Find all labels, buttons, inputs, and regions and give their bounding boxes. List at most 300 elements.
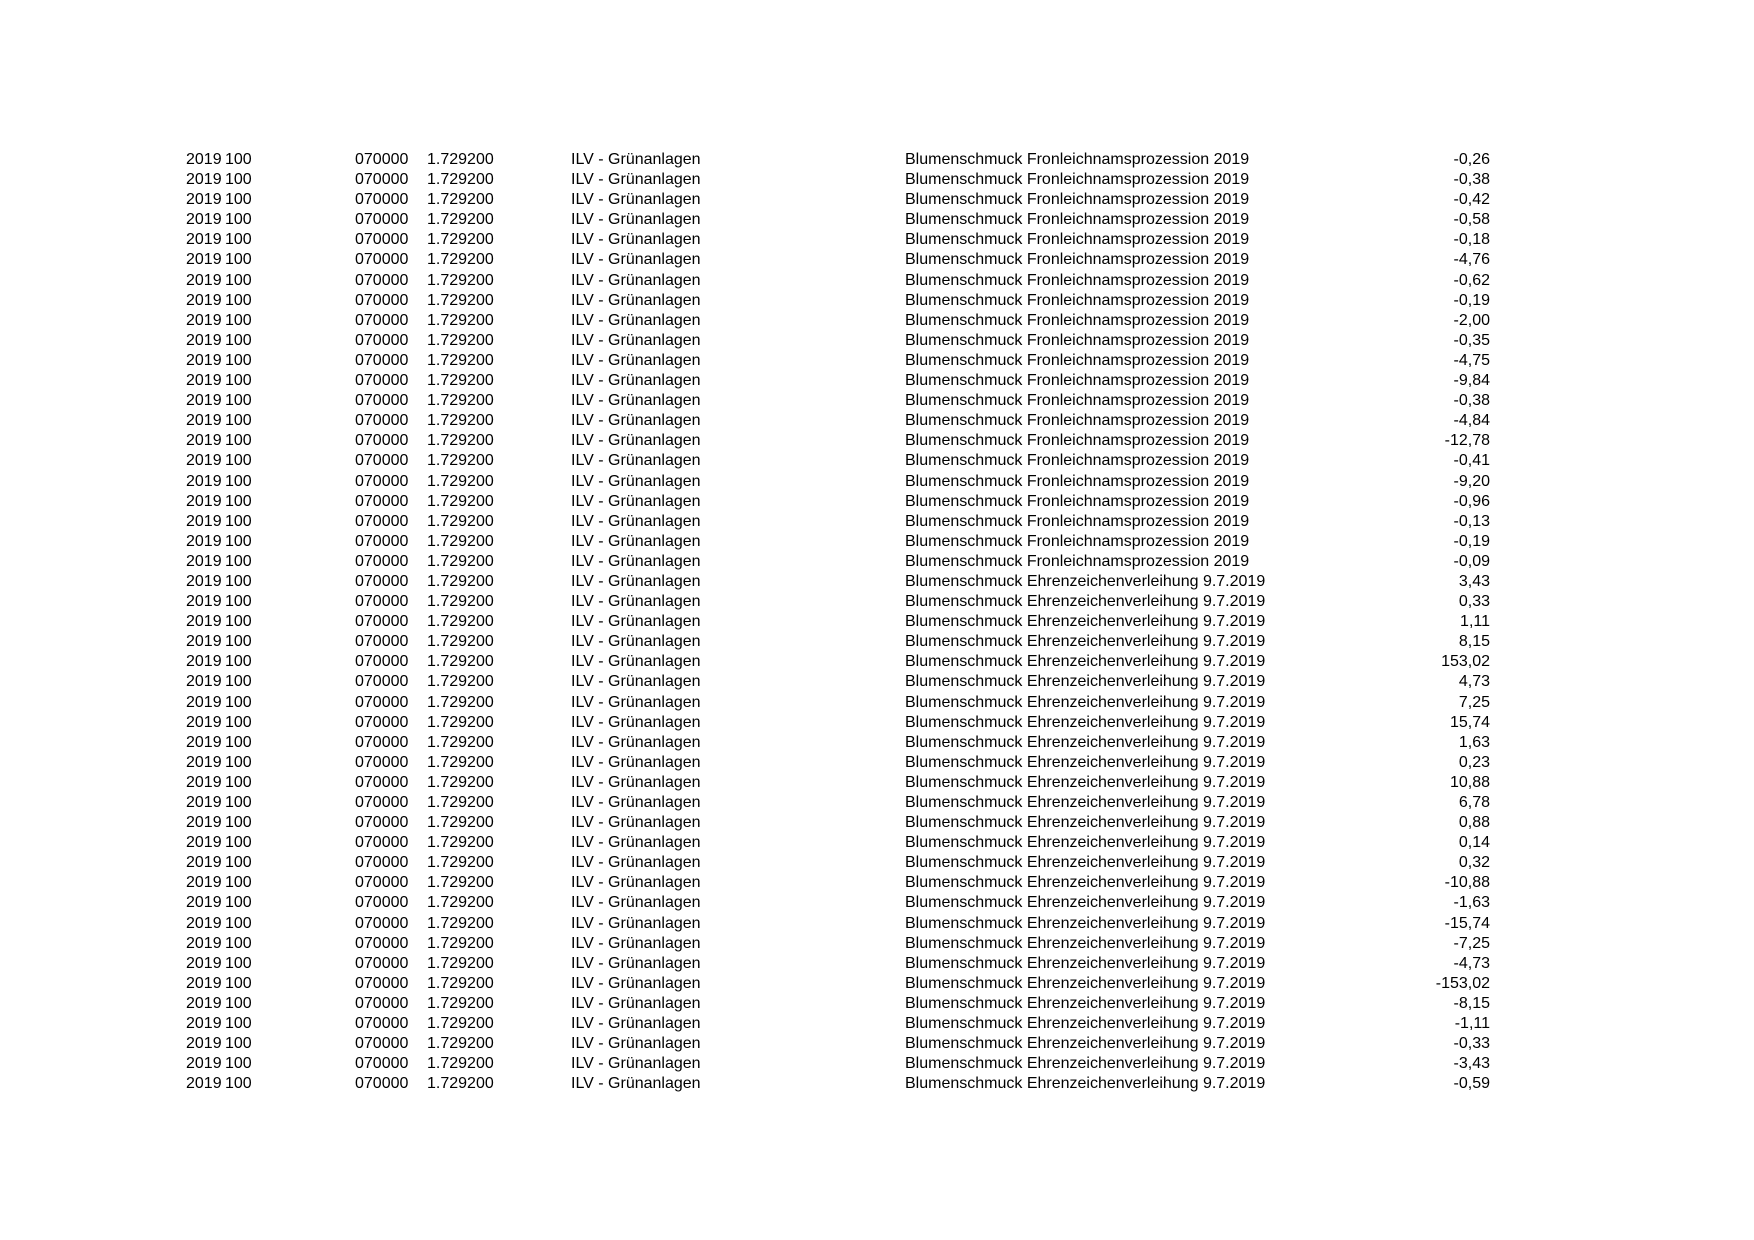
description-cell: Blumenschmuck Ehrenzeichenverleihung 9.7.2019 xyxy=(905,1015,1266,1033)
account-name-cell: ILV - Grünanlagen xyxy=(571,311,701,329)
account-name-cell: ILV - Grünanlagen xyxy=(571,1035,701,1053)
amount-cell: -0,18 xyxy=(1453,231,1490,249)
description-cell: Blumenschmuck Fronleichnamsprozession 2019 xyxy=(905,532,1250,550)
cost-center-cell: 070000 xyxy=(355,673,409,691)
cost-center-cell: 070000 xyxy=(355,151,409,168)
amount-cell: 0,88 xyxy=(1458,814,1490,832)
table-row xyxy=(0,451,1754,471)
amount-cell: -9,20 xyxy=(1453,472,1490,490)
account-cell: 1.729200 xyxy=(427,1035,494,1053)
amount-cell: -153,02 xyxy=(1435,974,1490,992)
table-row xyxy=(0,632,1754,652)
code-cell: 100 xyxy=(225,231,252,249)
table-row xyxy=(0,230,1754,250)
year-cell: 2019 xyxy=(186,191,222,209)
account-name-cell: ILV - Grünanlagen xyxy=(571,432,701,450)
table-row xyxy=(0,934,1754,954)
year-cell: 2019 xyxy=(186,773,222,791)
amount-cell: -0,19 xyxy=(1453,532,1490,550)
amount-cell: -0,13 xyxy=(1453,512,1490,530)
table-row xyxy=(0,271,1754,291)
amount-cell: 0,23 xyxy=(1458,753,1490,771)
code-cell: 100 xyxy=(225,653,252,671)
year-cell: 2019 xyxy=(186,231,222,249)
account-cell: 1.729200 xyxy=(427,211,494,229)
table-row xyxy=(0,1034,1754,1054)
description-cell: Blumenschmuck Fronleichnamsprozession 2019 xyxy=(905,311,1250,329)
account-name-cell: ILV - Grünanlagen xyxy=(571,331,701,349)
year-cell: 2019 xyxy=(186,271,222,289)
year-cell: 2019 xyxy=(186,572,222,590)
description-cell: Blumenschmuck Fronleichnamsprozession 2019 xyxy=(905,351,1250,369)
description-cell: Blumenschmuck Ehrenzeichenverleihung 9.7.2019 xyxy=(905,894,1266,912)
code-cell: 100 xyxy=(225,613,252,631)
amount-cell: 3,43 xyxy=(1458,572,1490,590)
description-cell: Blumenschmuck Ehrenzeichenverleihung 9.7.2019 xyxy=(905,733,1266,751)
description-cell: Blumenschmuck Fronleichnamsprozession 2019 xyxy=(905,492,1250,510)
account-name-cell: ILV - Grünanlagen xyxy=(571,351,701,369)
account-cell: 1.729200 xyxy=(427,673,494,691)
code-cell: 100 xyxy=(225,392,252,410)
code-cell: 100 xyxy=(225,512,252,530)
account-name-cell: ILV - Grünanlagen xyxy=(571,291,701,309)
cost-center-cell: 070000 xyxy=(355,994,409,1012)
account-cell: 1.729200 xyxy=(427,1015,494,1033)
description-cell: Blumenschmuck Fronleichnamsprozession 2019 xyxy=(905,271,1250,289)
cost-center-cell: 070000 xyxy=(355,633,409,651)
year-cell: 2019 xyxy=(186,532,222,550)
account-name-cell: ILV - Grünanlagen xyxy=(571,271,701,289)
code-cell: 100 xyxy=(225,673,252,691)
year-cell: 2019 xyxy=(186,713,222,731)
table-row xyxy=(0,512,1754,532)
code-cell: 100 xyxy=(225,1015,252,1033)
account-cell: 1.729200 xyxy=(427,331,494,349)
year-cell: 2019 xyxy=(186,351,222,369)
code-cell: 100 xyxy=(225,593,252,611)
ledger-table xyxy=(0,150,1754,1094)
account-name-cell: ILV - Grünanlagen xyxy=(571,914,701,932)
cost-center-cell: 070000 xyxy=(355,693,409,711)
cost-center-cell: 070000 xyxy=(355,653,409,671)
cost-center-cell: 070000 xyxy=(355,1015,409,1033)
amount-cell: -1,63 xyxy=(1453,894,1490,912)
code-cell: 100 xyxy=(225,1035,252,1053)
description-cell: Blumenschmuck Ehrenzeichenverleihung 9.7.2019 xyxy=(905,954,1266,972)
account-cell: 1.729200 xyxy=(427,191,494,209)
account-cell: 1.729200 xyxy=(427,151,494,168)
account-name-cell: ILV - Grünanlagen xyxy=(571,814,701,832)
amount-cell: -8,15 xyxy=(1453,994,1490,1012)
cost-center-cell: 070000 xyxy=(355,432,409,450)
amount-cell: -0,09 xyxy=(1453,552,1490,570)
code-cell: 100 xyxy=(225,211,252,229)
account-name-cell: ILV - Grünanlagen xyxy=(571,753,701,771)
amount-cell: 1,11 xyxy=(1460,613,1490,631)
description-cell: Blumenschmuck Ehrenzeichenverleihung 9.7.2019 xyxy=(905,794,1266,811)
year-cell: 2019 xyxy=(186,733,222,751)
account-cell: 1.729200 xyxy=(427,713,494,731)
description-cell: Blumenschmuck Fronleichnamsprozession 2019 xyxy=(905,231,1250,249)
table-row xyxy=(0,873,1754,893)
year-cell: 2019 xyxy=(186,452,222,470)
description-cell: Blumenschmuck Ehrenzeichenverleihung 9.7.2019 xyxy=(905,934,1266,952)
account-name-cell: ILV - Grünanlagen xyxy=(571,854,701,872)
amount-cell: -4,76 xyxy=(1453,251,1490,269)
account-name-cell: ILV - Grünanlagen xyxy=(571,673,701,691)
account-name-cell: ILV - Grünanlagen xyxy=(571,1055,701,1073)
account-name-cell: ILV - Grünanlagen xyxy=(571,472,701,490)
description-cell: Blumenschmuck Fronleichnamsprozession 2019 xyxy=(905,372,1250,390)
account-name-cell: ILV - Grünanlagen xyxy=(571,512,701,530)
account-cell: 1.729200 xyxy=(427,532,494,550)
amount-cell: -0,96 xyxy=(1453,492,1490,510)
description-cell: Blumenschmuck Fronleichnamsprozession 2019 xyxy=(905,472,1250,490)
cost-center-cell: 070000 xyxy=(355,874,409,892)
code-cell: 100 xyxy=(225,552,252,570)
year-cell: 2019 xyxy=(186,894,222,912)
amount-cell: -0,58 xyxy=(1453,211,1490,229)
year-cell: 2019 xyxy=(186,874,222,892)
year-cell: 2019 xyxy=(186,1055,222,1073)
account-cell: 1.729200 xyxy=(427,552,494,570)
account-name-cell: ILV - Grünanlagen xyxy=(571,452,701,470)
cost-center-cell: 070000 xyxy=(355,331,409,349)
amount-cell: -4,73 xyxy=(1453,954,1490,972)
year-cell: 2019 xyxy=(186,1015,222,1033)
table-row xyxy=(0,331,1754,351)
cost-center-cell: 070000 xyxy=(355,231,409,249)
account-cell: 1.729200 xyxy=(427,834,494,852)
code-cell: 100 xyxy=(225,834,252,852)
description-cell: Blumenschmuck Fronleichnamsprozession 2019 xyxy=(905,331,1250,349)
amount-cell: -7,25 xyxy=(1453,934,1490,952)
amount-cell: -3,43 xyxy=(1453,1055,1490,1073)
year-cell: 2019 xyxy=(186,171,222,189)
year-cell: 2019 xyxy=(186,854,222,872)
table-row xyxy=(0,190,1754,210)
account-cell: 1.729200 xyxy=(427,351,494,369)
cost-center-cell: 070000 xyxy=(355,311,409,329)
account-cell: 1.729200 xyxy=(427,814,494,832)
account-name-cell: ILV - Grünanlagen xyxy=(571,713,701,731)
table-row xyxy=(0,210,1754,230)
cost-center-cell: 070000 xyxy=(355,552,409,570)
cost-center-cell: 070000 xyxy=(355,854,409,872)
account-cell: 1.729200 xyxy=(427,633,494,651)
cost-center-cell: 070000 xyxy=(355,1075,409,1093)
year-cell: 2019 xyxy=(186,392,222,410)
cost-center-cell: 070000 xyxy=(355,773,409,791)
amount-cell: 153,02 xyxy=(1441,653,1490,671)
table-row xyxy=(0,552,1754,572)
description-cell: Blumenschmuck Fronleichnamsprozession 2019 xyxy=(905,392,1250,410)
cost-center-cell: 070000 xyxy=(355,794,409,811)
description-cell: Blumenschmuck Fronleichnamsprozession 2019 xyxy=(905,452,1250,470)
year-cell: 2019 xyxy=(186,954,222,972)
amount-cell: 0,14 xyxy=(1458,834,1490,852)
table-row xyxy=(0,954,1754,974)
code-cell: 100 xyxy=(225,874,252,892)
cost-center-cell: 070000 xyxy=(355,351,409,369)
amount-cell: 7,25 xyxy=(1458,693,1490,711)
account-name-cell: ILV - Grünanlagen xyxy=(571,191,701,209)
cost-center-cell: 070000 xyxy=(355,1035,409,1053)
cost-center-cell: 070000 xyxy=(355,814,409,832)
description-cell: Blumenschmuck Fronleichnamsprozession 2019 xyxy=(905,412,1250,430)
description-cell: Blumenschmuck Ehrenzeichenverleihung 9.7.2019 xyxy=(905,994,1266,1012)
account-cell: 1.729200 xyxy=(427,954,494,972)
account-cell: 1.729200 xyxy=(427,894,494,912)
account-cell: 1.729200 xyxy=(427,874,494,892)
year-cell: 2019 xyxy=(186,794,222,811)
account-name-cell: ILV - Grünanlagen xyxy=(571,372,701,390)
description-cell: Blumenschmuck Ehrenzeichenverleihung 9.7.2019 xyxy=(905,1055,1266,1073)
account-name-cell: ILV - Grünanlagen xyxy=(571,974,701,992)
amount-cell: -0,59 xyxy=(1453,1075,1490,1093)
cost-center-cell: 070000 xyxy=(355,251,409,269)
code-cell: 100 xyxy=(225,151,252,168)
description-cell: Blumenschmuck Fronleichnamsprozession 2019 xyxy=(905,552,1250,570)
cost-center-cell: 070000 xyxy=(355,834,409,852)
account-cell: 1.729200 xyxy=(427,572,494,590)
year-cell: 2019 xyxy=(186,412,222,430)
table-row xyxy=(0,1074,1754,1094)
code-cell: 100 xyxy=(225,894,252,912)
account-cell: 1.729200 xyxy=(427,653,494,671)
year-cell: 2019 xyxy=(186,633,222,651)
account-cell: 1.729200 xyxy=(427,512,494,530)
description-cell: Blumenschmuck Ehrenzeichenverleihung 9.7.2019 xyxy=(905,713,1266,731)
cost-center-cell: 070000 xyxy=(355,211,409,229)
year-cell: 2019 xyxy=(186,432,222,450)
table-row xyxy=(0,893,1754,913)
year-cell: 2019 xyxy=(186,1035,222,1053)
code-cell: 100 xyxy=(225,1055,252,1073)
code-cell: 100 xyxy=(225,954,252,972)
table-row xyxy=(0,994,1754,1014)
cost-center-cell: 070000 xyxy=(355,914,409,932)
year-cell: 2019 xyxy=(186,291,222,309)
account-name-cell: ILV - Grünanlagen xyxy=(571,251,701,269)
cost-center-cell: 070000 xyxy=(355,271,409,289)
table-row xyxy=(0,672,1754,692)
code-cell: 100 xyxy=(225,492,252,510)
table-row xyxy=(0,612,1754,632)
code-cell: 100 xyxy=(225,914,252,932)
account-cell: 1.729200 xyxy=(427,934,494,952)
amount-cell: -0,38 xyxy=(1453,171,1490,189)
amount-cell: 0,33 xyxy=(1458,593,1490,611)
description-cell: Blumenschmuck Ehrenzeichenverleihung 9.7.2019 xyxy=(905,834,1266,852)
account-cell: 1.729200 xyxy=(427,271,494,289)
account-cell: 1.729200 xyxy=(427,412,494,430)
account-name-cell: ILV - Grünanlagen xyxy=(571,934,701,952)
table-row xyxy=(0,652,1754,672)
code-cell: 100 xyxy=(225,994,252,1012)
amount-cell: -2,00 xyxy=(1453,311,1490,329)
amount-cell: 1,63 xyxy=(1458,733,1490,751)
table-row xyxy=(0,713,1754,733)
account-name-cell: ILV - Grünanlagen xyxy=(571,412,701,430)
account-cell: 1.729200 xyxy=(427,1075,494,1093)
year-cell: 2019 xyxy=(186,934,222,952)
code-cell: 100 xyxy=(225,773,252,791)
description-cell: Blumenschmuck Fronleichnamsprozession 2019 xyxy=(905,151,1250,168)
amount-cell: 6,78 xyxy=(1458,794,1490,811)
table-row xyxy=(0,532,1754,552)
description-cell: Blumenschmuck Fronleichnamsprozession 2019 xyxy=(905,211,1250,229)
amount-cell: -12,78 xyxy=(1444,432,1490,450)
table-row xyxy=(0,431,1754,451)
year-cell: 2019 xyxy=(186,372,222,390)
code-cell: 100 xyxy=(225,572,252,590)
year-cell: 2019 xyxy=(186,974,222,992)
description-cell: Blumenschmuck Ehrenzeichenverleihung 9.7.2019 xyxy=(905,773,1266,791)
cost-center-cell: 070000 xyxy=(355,472,409,490)
account-name-cell: ILV - Grünanlagen xyxy=(571,552,701,570)
cost-center-cell: 070000 xyxy=(355,753,409,771)
code-cell: 100 xyxy=(225,753,252,771)
account-name-cell: ILV - Grünanlagen xyxy=(571,874,701,892)
description-cell: Blumenschmuck Fronleichnamsprozession 2019 xyxy=(905,432,1250,450)
account-name-cell: ILV - Grünanlagen xyxy=(571,894,701,912)
account-name-cell: ILV - Grünanlagen xyxy=(571,572,701,590)
description-cell: Blumenschmuck Fronleichnamsprozession 2019 xyxy=(905,191,1250,209)
table-row xyxy=(0,371,1754,391)
description-cell: Blumenschmuck Ehrenzeichenverleihung 9.7.2019 xyxy=(905,974,1266,992)
account-name-cell: ILV - Grünanlagen xyxy=(571,773,701,791)
account-cell: 1.729200 xyxy=(427,994,494,1012)
amount-cell: 10,88 xyxy=(1449,773,1490,791)
account-cell: 1.729200 xyxy=(427,372,494,390)
account-cell: 1.729200 xyxy=(427,974,494,992)
description-cell: Blumenschmuck Ehrenzeichenverleihung 9.7.2019 xyxy=(905,874,1266,892)
code-cell: 100 xyxy=(225,171,252,189)
account-cell: 1.729200 xyxy=(427,753,494,771)
account-name-cell: ILV - Grünanlagen xyxy=(571,1075,701,1093)
amount-cell: -4,75 xyxy=(1453,351,1490,369)
table-row xyxy=(0,773,1754,793)
cost-center-cell: 070000 xyxy=(355,191,409,209)
code-cell: 100 xyxy=(225,412,252,430)
description-cell: Blumenschmuck Ehrenzeichenverleihung 9.7.2019 xyxy=(905,753,1266,771)
account-name-cell: ILV - Grünanlagen xyxy=(571,492,701,510)
account-cell: 1.729200 xyxy=(427,231,494,249)
amount-cell: -15,74 xyxy=(1444,914,1490,932)
table-row xyxy=(0,733,1754,753)
cost-center-cell: 070000 xyxy=(355,452,409,470)
account-name-cell: ILV - Grünanlagen xyxy=(571,613,701,631)
table-row xyxy=(0,693,1754,713)
account-name-cell: ILV - Grünanlagen xyxy=(571,633,701,651)
amount-cell: -0,19 xyxy=(1453,291,1490,309)
year-cell: 2019 xyxy=(186,834,222,852)
amount-cell: 8,15 xyxy=(1458,633,1490,651)
table-row xyxy=(0,1054,1754,1074)
account-name-cell: ILV - Grünanlagen xyxy=(571,151,701,168)
table-row xyxy=(0,291,1754,311)
table-row xyxy=(0,1014,1754,1034)
cost-center-cell: 070000 xyxy=(355,894,409,912)
year-cell: 2019 xyxy=(186,613,222,631)
description-cell: Blumenschmuck Ehrenzeichenverleihung 9.7.2019 xyxy=(905,693,1266,711)
year-cell: 2019 xyxy=(186,814,222,832)
amount-cell: -0,35 xyxy=(1453,331,1490,349)
amount-cell: -0,42 xyxy=(1453,191,1490,209)
amount-cell: -0,41 xyxy=(1453,452,1490,470)
table-row xyxy=(0,150,1754,170)
table-row xyxy=(0,974,1754,994)
year-cell: 2019 xyxy=(186,914,222,932)
code-cell: 100 xyxy=(225,331,252,349)
account-cell: 1.729200 xyxy=(427,171,494,189)
account-name-cell: ILV - Grünanlagen xyxy=(571,1015,701,1033)
code-cell: 100 xyxy=(225,532,252,550)
year-cell: 2019 xyxy=(186,472,222,490)
table-row xyxy=(0,914,1754,934)
description-cell: Blumenschmuck Ehrenzeichenverleihung 9.7.2019 xyxy=(905,914,1266,932)
code-cell: 100 xyxy=(225,733,252,751)
cost-center-cell: 070000 xyxy=(355,572,409,590)
year-cell: 2019 xyxy=(186,673,222,691)
cost-center-cell: 070000 xyxy=(355,733,409,751)
cost-center-cell: 070000 xyxy=(355,512,409,530)
table-row xyxy=(0,472,1754,492)
amount-cell: -9,84 xyxy=(1453,372,1490,390)
account-cell: 1.729200 xyxy=(427,854,494,872)
account-name-cell: ILV - Grünanlagen xyxy=(571,211,701,229)
description-cell: Blumenschmuck Fronleichnamsprozession 2019 xyxy=(905,291,1250,309)
description-cell: Blumenschmuck Fronleichnamsprozession 2019 xyxy=(905,171,1250,189)
year-cell: 2019 xyxy=(186,653,222,671)
description-cell: Blumenschmuck Ehrenzeichenverleihung 9.7.2019 xyxy=(905,673,1266,691)
table-row xyxy=(0,572,1754,592)
cost-center-cell: 070000 xyxy=(355,291,409,309)
description-cell: Blumenschmuck Ehrenzeichenverleihung 9.7.2019 xyxy=(905,593,1266,611)
account-name-cell: ILV - Grünanlagen xyxy=(571,231,701,249)
account-cell: 1.729200 xyxy=(427,392,494,410)
account-name-cell: ILV - Grünanlagen xyxy=(571,593,701,611)
year-cell: 2019 xyxy=(186,552,222,570)
account-cell: 1.729200 xyxy=(427,452,494,470)
account-cell: 1.729200 xyxy=(427,693,494,711)
code-cell: 100 xyxy=(225,794,252,811)
description-cell: Blumenschmuck Fronleichnamsprozession 2019 xyxy=(905,251,1250,269)
year-cell: 2019 xyxy=(186,311,222,329)
table-row xyxy=(0,311,1754,331)
cost-center-cell: 070000 xyxy=(355,934,409,952)
description-cell: Blumenschmuck Fronleichnamsprozession 2019 xyxy=(905,512,1250,530)
account-cell: 1.729200 xyxy=(427,773,494,791)
account-name-cell: ILV - Grünanlagen xyxy=(571,954,701,972)
code-cell: 100 xyxy=(225,934,252,952)
table-row xyxy=(0,753,1754,773)
description-cell: Blumenschmuck Ehrenzeichenverleihung 9.7.2019 xyxy=(905,613,1266,631)
cost-center-cell: 070000 xyxy=(355,713,409,731)
table-row xyxy=(0,492,1754,512)
amount-cell: 4,73 xyxy=(1458,673,1490,691)
year-cell: 2019 xyxy=(186,593,222,611)
account-cell: 1.729200 xyxy=(427,492,494,510)
description-cell: Blumenschmuck Ehrenzeichenverleihung 9.7.2019 xyxy=(905,814,1266,832)
code-cell: 100 xyxy=(225,351,252,369)
code-cell: 100 xyxy=(225,814,252,832)
account-name-cell: ILV - Grünanlagen xyxy=(571,693,701,711)
year-cell: 2019 xyxy=(186,994,222,1012)
amount-cell: -0,38 xyxy=(1453,392,1490,410)
account-cell: 1.729200 xyxy=(427,432,494,450)
